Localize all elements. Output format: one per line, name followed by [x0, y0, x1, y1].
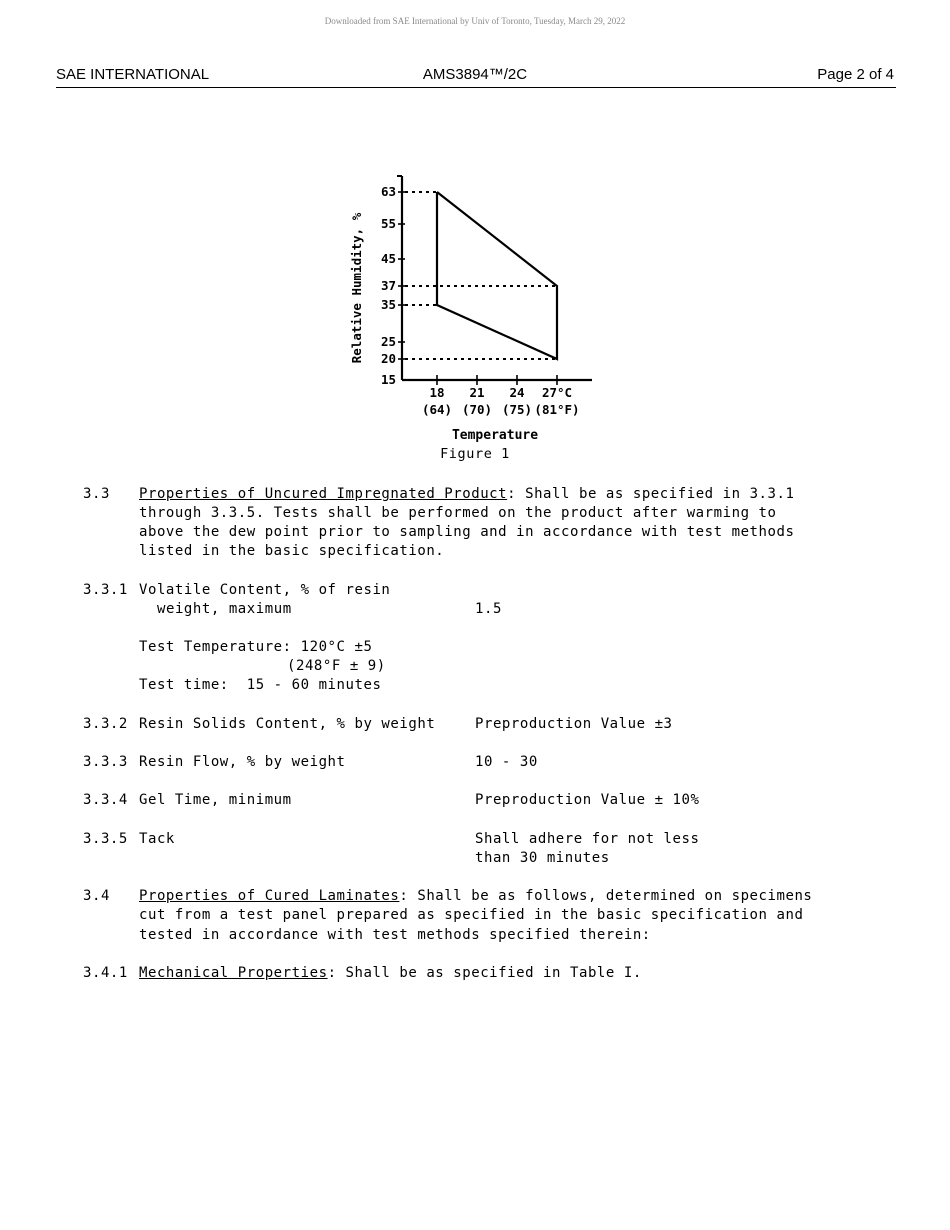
- property-label: Gel Time, minimum: [139, 792, 292, 808]
- test-temperature-f: (248°F ± 9): [287, 658, 386, 674]
- section-text: through 3.3.5. Tests shall be performed on the product after warming to: [139, 505, 777, 521]
- test-temperature: Test Temperature: 120°C ±5: [139, 639, 373, 655]
- section-3-4-1-line: [139, 964, 642, 983]
- test-time: Test time: 15 - 60 minutes: [139, 677, 382, 693]
- header-doc-number: AMS3894™/2C: [422, 66, 528, 83]
- section-number: 3.3: [83, 486, 110, 502]
- section-3-3-line-1: [139, 485, 794, 504]
- property-value: 10 - 30: [475, 754, 538, 770]
- x-tick-label-celsius: 18: [429, 385, 445, 400]
- x-tick-label-fahrenheit: (64): [421, 402, 453, 417]
- y-tick-label: 15: [380, 372, 396, 387]
- humidity-temperature-chart: [340, 168, 610, 448]
- section-3-4-line-1: [139, 887, 812, 906]
- property-value: 1.5: [475, 601, 502, 617]
- section-text: tested in accordance with test methods specified therein:: [139, 927, 651, 943]
- download-watermark: Downloaded from SAE International by Univ of Toronto, Tuesday, March 29, 2022: [324, 16, 626, 26]
- section-text: listed in the basic specification.: [139, 543, 445, 559]
- section-text: : Shall be as follows, determined on specimens: [399, 888, 813, 904]
- figure-caption: Figure 1: [440, 446, 510, 462]
- property-value: Preproduction Value ±3: [475, 716, 673, 732]
- y-tick-label: 45: [380, 251, 396, 266]
- header-rule: [56, 87, 896, 88]
- x-tick-label-fahrenheit: (81°F): [534, 402, 580, 417]
- property-value: than 30 minutes: [475, 850, 610, 866]
- property-label: Tack: [139, 831, 175, 847]
- humidity-range-boundary: [437, 192, 557, 359]
- property-label: Volatile Content, % of resin: [139, 582, 391, 598]
- section-number: 3.4.1: [83, 965, 128, 981]
- section-text: above the dew point prior to sampling and in accordance with test methods: [139, 524, 795, 540]
- section-number: 3.4: [83, 888, 110, 904]
- y-tick-label: 63: [380, 184, 396, 199]
- x-tick-label-celsius: 21: [469, 385, 485, 400]
- section-number: 3.3.1: [83, 582, 128, 598]
- header-org: SAE INTERNATIONAL: [56, 66, 210, 83]
- y-tick-label: 35: [380, 297, 396, 312]
- section-text: : Shall be as specified in Table I.: [327, 965, 642, 981]
- section-number: 3.3.4: [83, 792, 128, 808]
- y-tick-label: 55: [380, 216, 396, 231]
- property-label: Resin Solids Content, % by weight: [139, 716, 436, 732]
- section-number: 3.3.5: [83, 831, 128, 847]
- section-text: cut from a test panel prepared as specified in the basic specification and: [139, 907, 804, 923]
- section-number: 3.3.2: [83, 716, 128, 732]
- x-tick-label-celsius: 27°C: [541, 385, 573, 400]
- y-tick-label: 20: [380, 351, 396, 366]
- x-axis-title: Temperature: [451, 428, 539, 443]
- x-tick-label-fahrenheit: (75): [501, 402, 533, 417]
- y-tick-label: 37: [380, 278, 396, 293]
- property-value: Preproduction Value ± 10%: [475, 792, 700, 808]
- section-text: : Shall be as specified in 3.3.1: [507, 486, 795, 502]
- property-label: Resin Flow, % by weight: [139, 754, 346, 770]
- x-tick-label-celsius: 24: [509, 385, 525, 400]
- header-page-number: Page 2 of 4: [817, 66, 894, 83]
- property-value: Shall adhere for not less: [475, 831, 700, 847]
- section-title: Mechanical Properties: [139, 965, 328, 981]
- section-number: 3.3.3: [83, 754, 128, 770]
- y-tick-label: 25: [380, 334, 396, 349]
- property-label: weight, maximum: [157, 601, 292, 617]
- section-title: Properties of Uncured Impregnated Product: [139, 486, 508, 502]
- y-axis-title: Relative Humidity, %: [349, 212, 364, 364]
- x-tick-label-fahrenheit: (70): [461, 402, 493, 417]
- section-title: Properties of Cured Laminates: [139, 888, 400, 904]
